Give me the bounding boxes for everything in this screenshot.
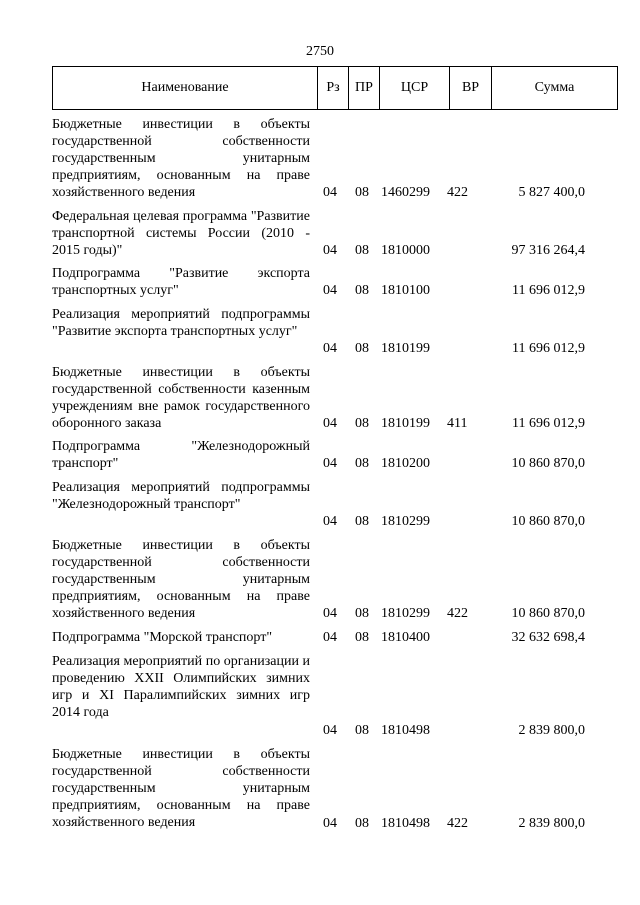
header-rz: Рз <box>318 67 349 109</box>
table-row <box>52 537 618 622</box>
row-name: Реализация мероприятий подпрограммы "Железнодорожный транспорт" <box>52 480 310 512</box>
row-rz: 04 <box>323 416 337 431</box>
row-pr: 08 <box>355 816 369 831</box>
row-name: Федеральная целевая программа "Развитие транспортной системы России (2010 - 2015 годы)" <box>52 209 310 258</box>
table-header <box>52 66 618 110</box>
row-csr: 1810299 <box>381 514 430 529</box>
header-pr: ПР <box>349 67 380 109</box>
header-sum: Сумма <box>534 80 575 95</box>
row-rz: 04 <box>323 456 337 471</box>
table-row <box>52 479 618 530</box>
row-sum: 10 860 870,0 <box>511 456 585 471</box>
row-sum: 10 860 870,0 <box>511 606 585 621</box>
table-row <box>52 306 618 357</box>
row-name: Реализация мероприятий по организации и проведению XXII Олимпийских зимних игр и XI Паралимпийских зимних игр 2014 года <box>52 654 310 720</box>
row-name: Бюджетные инвестиции в объекты государственной собственности государственным унитарным предприятиям, основанным на праве хозяйственного ведения <box>52 117 310 200</box>
table-row <box>52 208 618 259</box>
row-vr: 411 <box>447 416 468 431</box>
row-csr: 1810100 <box>381 283 430 298</box>
row-pr: 08 <box>355 341 369 356</box>
row-csr: 1810199 <box>381 341 430 356</box>
page-number: 2750 <box>306 44 334 59</box>
row-csr: 1810498 <box>381 816 430 831</box>
row-name: Подпрограмма "Развитие экспорта транспортных услуг" <box>52 266 310 298</box>
table-row <box>52 265 618 299</box>
row-csr: 1810000 <box>381 243 430 258</box>
row-vr: 422 <box>447 816 468 831</box>
row-name: Реализация мероприятий подпрограммы "Развитие экспорта транспортных услуг" <box>52 307 310 339</box>
row-rz: 04 <box>323 606 337 621</box>
row-csr: 1810200 <box>381 456 430 471</box>
table-row <box>52 364 618 432</box>
row-rz: 04 <box>323 816 337 831</box>
row-sum: 32 632 698,4 <box>511 630 585 645</box>
row-rz: 04 <box>323 341 337 356</box>
row-pr: 08 <box>355 416 369 431</box>
row-pr: 08 <box>355 456 369 471</box>
row-pr: 08 <box>355 243 369 258</box>
row-sum: 5 827 400,0 <box>518 185 585 200</box>
row-csr: 1810400 <box>381 630 430 645</box>
table-row <box>52 438 618 472</box>
row-sum: 97 316 264,4 <box>511 243 585 258</box>
row-name: Подпрограмма "Железнодорожный транспорт" <box>52 439 310 471</box>
row-sum: 2 839 800,0 <box>518 723 585 738</box>
row-rz: 04 <box>323 723 337 738</box>
row-sum: 10 860 870,0 <box>511 514 585 529</box>
header-vr: ВР <box>450 67 492 109</box>
row-vr: 422 <box>447 606 468 621</box>
row-name: Бюджетные инвестиции в объекты государственной собственности государственным унитарным предприятиям, основанным на праве хозяйственного ведения <box>52 747 310 830</box>
row-rz: 04 <box>323 283 337 298</box>
row-vr: 422 <box>447 185 468 200</box>
row-pr: 08 <box>355 185 369 200</box>
row-rz: 04 <box>323 185 337 200</box>
row-rz: 04 <box>323 514 337 529</box>
header-name: Наименование <box>53 67 318 109</box>
row-sum: 11 696 012,9 <box>512 283 585 298</box>
table-row <box>52 746 618 832</box>
row-sum: 11 696 012,9 <box>512 341 585 356</box>
row-pr: 08 <box>355 606 369 621</box>
row-name: Бюджетные инвестиции в объекты государственной собственности государственным унитарным предприятиям, основанным на праве хозяйственного ведения <box>52 538 310 621</box>
row-rz: 04 <box>323 630 337 645</box>
row-csr: 1810199 <box>381 416 430 431</box>
row-sum: 11 696 012,9 <box>512 416 585 431</box>
table-row <box>52 116 618 201</box>
row-pr: 08 <box>355 283 369 298</box>
row-rz: 04 <box>323 243 337 258</box>
row-csr: 1810498 <box>381 723 430 738</box>
row-pr: 08 <box>355 514 369 529</box>
row-csr: 1460299 <box>381 185 430 200</box>
table-row <box>52 653 618 739</box>
header-csr: ЦСР <box>380 67 450 109</box>
row-pr: 08 <box>355 723 369 738</box>
row-name: Бюджетные инвестиции в объекты государственной собственности казенным учреждениям вне рамок государственного оборонного заказа <box>52 365 310 431</box>
row-name: Подпрограмма "Морской транспорт" <box>52 630 273 645</box>
row-pr: 08 <box>355 630 369 645</box>
row-csr: 1810299 <box>381 606 430 621</box>
row-sum: 2 839 800,0 <box>518 816 585 831</box>
table-row <box>52 629 618 646</box>
